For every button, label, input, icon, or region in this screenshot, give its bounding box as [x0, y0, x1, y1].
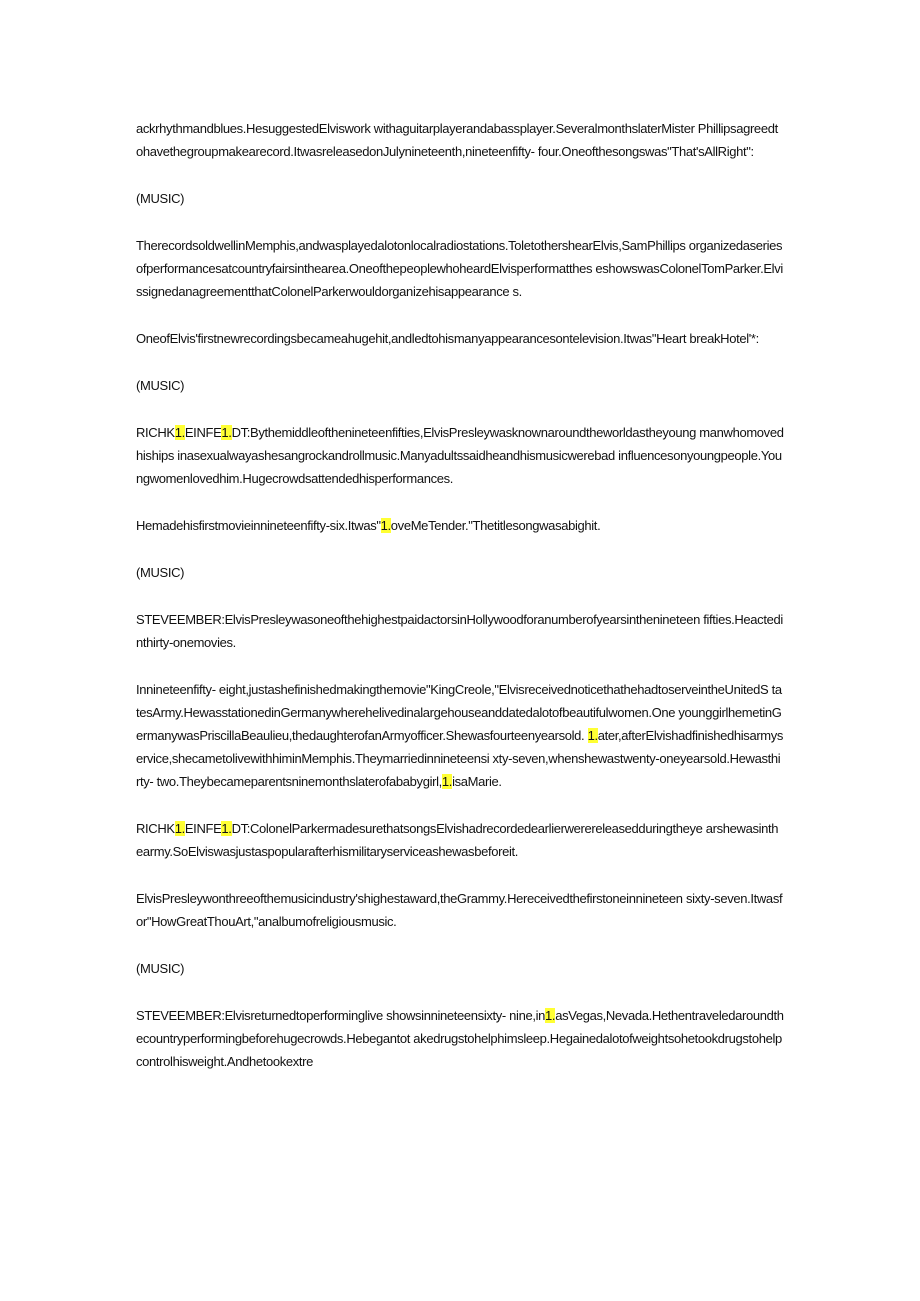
paragraph — [136, 514, 784, 537]
text-segment: isaMarie. — [452, 774, 502, 789]
paragraph — [136, 421, 784, 490]
text-segment: oveMeTender."Thetitlesongwasabighit. — [390, 518, 601, 533]
paragraph — [136, 561, 784, 584]
paragraph — [136, 374, 784, 397]
highlighted-text: 1. — [174, 425, 185, 440]
paragraph — [136, 1004, 784, 1073]
text-segment: (MUSIC) — [136, 565, 185, 580]
text-segment: ackrhythmandblues.HesuggestedElviswork withaguitarplayerandabassplayer.SeveralmonthslaterMister Phillipsagreedtohavethegroupmakearecord.ItwasreleasedonJulynineteenth,nineteenfifty- four.Oneofthesongswas"That'sAllRight": — [136, 121, 778, 159]
text-segment: TherecordsoldwellinMemphis,andwasplayedalotonlocalradiostations.ToletothershearElvis,SamPhillips organizedaseriesofperformancesatcountryfairsinthearea.OneofthepeoplewhoheardElvisperformatthes eshowswasColonelTomParker.ElvissignedanagreementthatColonelParkerwouldorganizehisappearance s. — [136, 238, 783, 299]
paragraph — [136, 187, 784, 210]
text-segment: DT:Bythemiddleofthenineteenfifties,ElvisPresleywasknownaroundtheworldastheyoung manwhomovedhiships inasexualwayashesangrockandrollmusic.Manyadultssaidheandhismusicwerebad influencesonyoungpeople.Youngwomenlovedhim.Hugecrowdsattendedhisperformances. — [136, 425, 784, 486]
highlighted-text: 1. — [545, 1008, 556, 1023]
text-segment: ElvisPresleywonthreeofthemusicindustry'shighestaward,theGrammy.Hereceivedthefirstoneinnineteen sixty-seven.Itwasfor"HowGreatThouArt,"analbumofreligiousmusic. — [136, 891, 783, 929]
paragraph — [136, 608, 784, 654]
text-segment: Innineteenfifty- eight,justashefinishedmakingthemovie"KingCreole,"ElvisreceivednoticethathehadtoserveintheUnitedS tatesArmy.HewasstationedinGermanywherehelivedinalargehouseanddatedalotofbeautifulwomen.One younggirlhemetinGermanywasPriscillaBeaulieu,thedaughterofanArmyofficer.Shewasfourteenyearsold. — [136, 682, 782, 743]
highlighted-text: 1. — [380, 518, 391, 533]
text-segment: (MUSIC) — [136, 191, 185, 206]
paragraph — [136, 234, 784, 303]
text-segment: STEVEEMBER:Elvisreturnedtoperforminglive showsinnineteensixty- nine,in — [136, 1008, 546, 1023]
paragraph — [136, 817, 784, 863]
text-segment: STEVEEMBER:ElvisPresleywasoneofthehighestpaidactorsinHollywoodforanumberofyearsinthenineteen fifties.Heactedinthirty-onemovies. — [136, 612, 783, 650]
paragraph — [136, 678, 784, 793]
text-segment: Hemadehisfirstmovieinnineteenfifty-six.Itwas" — [136, 518, 381, 533]
paragraph — [136, 957, 784, 980]
paragraph — [136, 887, 784, 933]
text-segment: ater,afterElvishadfinishedhisarmyservice,shecametolivewithhiminMemphis.Theymarriedinnineteensi xty-seven,whenshewastwenty-oneyearsold.Hewasthirty- two.Theybecameparentsninemonthslaterofababygirl, — [136, 728, 784, 789]
document-body — [136, 117, 784, 1073]
text-segment: (MUSIC) — [136, 961, 185, 976]
paragraph — [136, 327, 784, 350]
highlighted-text: 1. — [174, 821, 185, 836]
text-segment: asVegas,Nevada.Hethentraveledaroundthecountryperformingbeforehugecrowds.Hebegantot akedrugstohelphimsleep.Hegainedalotofweightsohetookdrugstohelpcontrolhisweight.Andhetookextre — [136, 1008, 784, 1069]
text-segment: EINFE — [184, 425, 222, 440]
highlighted-text: 1. — [441, 774, 453, 789]
paragraph — [136, 117, 784, 163]
highlighted-text: 1. — [221, 821, 232, 836]
text-segment: OneofElvis'firstnewrecordingsbecameahugehit,andledtohismanyappearancesontelevision.Itwas"Heart breakHotel'*: — [136, 331, 759, 346]
text-segment: RICHK — [136, 821, 175, 836]
highlighted-text: 1. — [587, 728, 598, 743]
text-segment: DT:ColonelParkermadesurethatsongsElvishadrecordedearlierwerereleasedduringtheye arshewasinthearmy.SoElviswasjustaspopularafterhismilitaryserviceashewasbeforeit. — [136, 821, 779, 859]
text-segment: EINFE — [184, 821, 222, 836]
document-page — [136, 117, 784, 1097]
text-segment: RICHK — [136, 425, 175, 440]
highlighted-text: 1. — [221, 425, 232, 440]
text-segment: (MUSIC) — [136, 378, 185, 393]
